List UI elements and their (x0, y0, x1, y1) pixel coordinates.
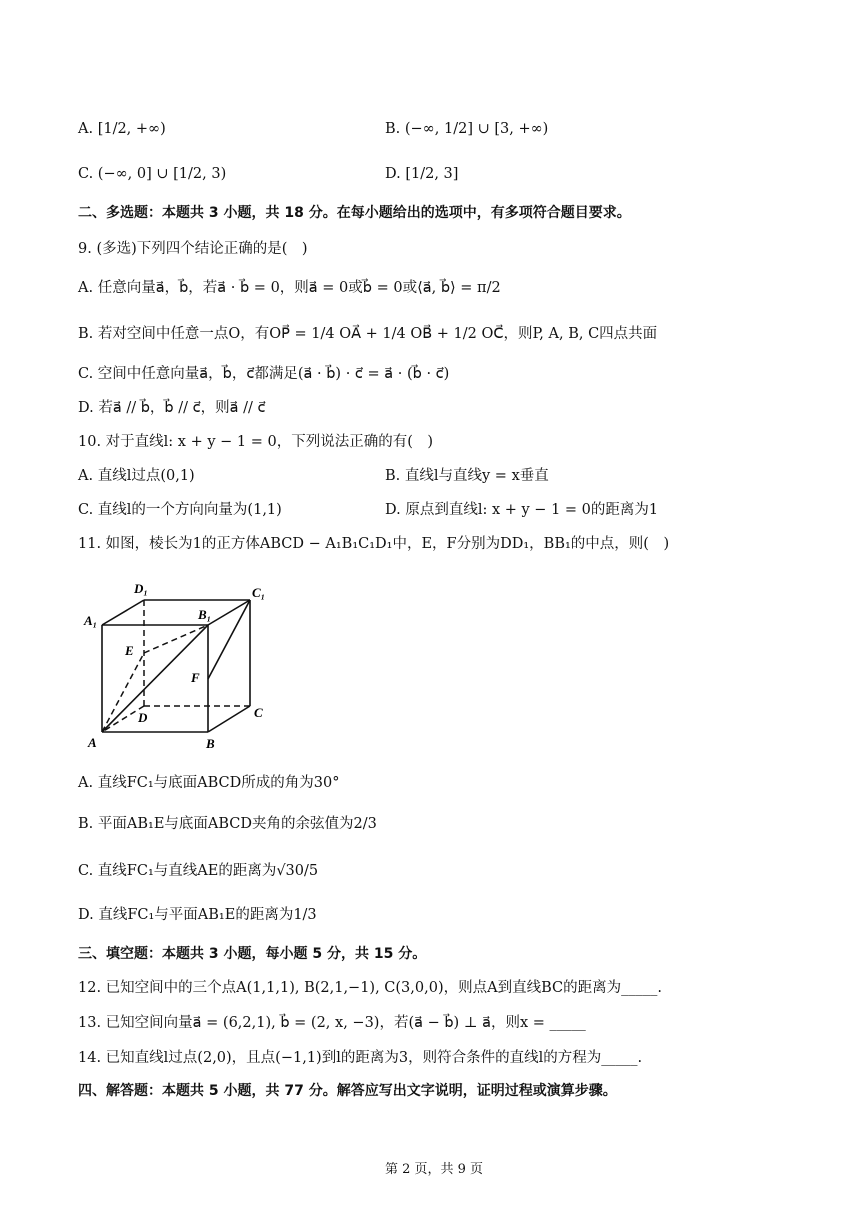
q10-stem: 10. 对于直线l: x + y − 1 = 0，下列说法正确的有( ) (78, 434, 434, 450)
edge-CB (208, 706, 250, 732)
label-C: C (254, 705, 263, 720)
q13: 13. 已知空间向量a⃗ = (6,2,1), b⃗ = (2, x, −3)，若(a⃗ − b⃗) ⊥ a⃗，则x = _____ (78, 1015, 586, 1031)
q9-option-d: D. 若a⃗ // b⃗，b⃗ // c⃗，则a⃗ // c⃗ (78, 400, 266, 416)
q12: 12. 已知空间中的三个点A(1,1,1), B(2,1,−1), C(3,0,0)，则点A到直线BC的距离为_____. (78, 980, 662, 996)
cube-figure (80, 575, 280, 755)
edge-A1D1 (102, 600, 144, 625)
q8-option-b: B. (−∞, 1/2] ∪ [3, +∞) (385, 121, 549, 137)
label-C1: C₁ (252, 585, 266, 600)
q8-option-a: A. [1/2, +∞) (78, 121, 166, 137)
segment-EB1-hidden (144, 625, 208, 653)
page-footer: 第 2 页，共 9 页 (384, 1162, 484, 1177)
label-B: B (206, 736, 215, 751)
section-heading-fill-in: 三、填空题：本题共 3 小题，每小题 5 分，共 15 分。 (78, 946, 427, 962)
label-B1: B₁ (198, 607, 212, 622)
q10-option-c: C. 直线l的一个方向向量为(1,1) (78, 502, 282, 518)
q11-option-c: C. 直线FC₁与直线AE的距离为√30/5 (78, 863, 319, 879)
q8-option-c: C. (−∞, 0] ∪ [1/2, 3) (78, 166, 227, 182)
q8-option-d: D. [1/2, 3] (385, 166, 459, 182)
label-F: F (191, 670, 200, 685)
label-E: E (125, 643, 134, 658)
label-A: A (88, 735, 97, 750)
section-heading-solutions: 四、解答题：本题共 5 小题，共 77 分。解答应写出文字说明，证明过程或演算步骤。 (78, 1083, 617, 1099)
q14: 14. 已知直线l过点(2,0)，且点(−1,1)到l的距离为3，则符合条件的直线l的方程为_____. (78, 1050, 643, 1066)
label-D: D (138, 710, 148, 725)
q10-option-d: D. 原点到直线l: x + y − 1 = 0的距离为1 (385, 502, 659, 518)
q10-option-b: B. 直线l与直线y = x垂直 (385, 468, 549, 484)
q9-stem: 9. (多选)下列四个结论正确的是( ) (78, 241, 308, 257)
label-D1: D₁ (134, 581, 148, 596)
q11-option-d: D. 直线FC₁与平面AB₁E的距离为1/3 (78, 907, 317, 923)
q9-option-b: B. 若对空间中任意一点O，有OP⃗ = 1/4 OA⃗ + 1/4 OB⃗ + 1/2 OC⃗，则P, A, B, C四点共面 (78, 326, 658, 342)
q9-option-c: C. 空间中任意向量a⃗，b⃗，c⃗都满足(a⃗ · b⃗) · c⃗ = a⃗ · (b⃗ · c⃗) (78, 366, 450, 382)
q11-option-b: B. 平面AB₁E与底面ABCD夹角的余弦值为2/3 (78, 816, 377, 832)
section-heading-multiple-choice: 二、多选题：本题共 3 小题，共 18 分。在每小题给出的选项中，有多项符合题目要求。 (78, 205, 631, 221)
q10-option-a: A. 直线l过点(0,1) (78, 468, 195, 484)
label-A1: A₁ (84, 613, 98, 628)
q9-option-a: A. 任意向量a⃗，b⃗，若a⃗ · b⃗ = 0，则a⃗ = 0或b⃗ = 0或⟨a⃗, b⃗⟩ = π/2 (78, 280, 501, 296)
q11-option-a: A. 直线FC₁与底面ABCD所成的角为30° (78, 775, 340, 791)
q11-stem: 11. 如图，棱长为1的正方体ABCD − A₁B₁C₁D₁中，E，F分别为DD₁，BB₁的中点，则( ) (78, 536, 670, 552)
